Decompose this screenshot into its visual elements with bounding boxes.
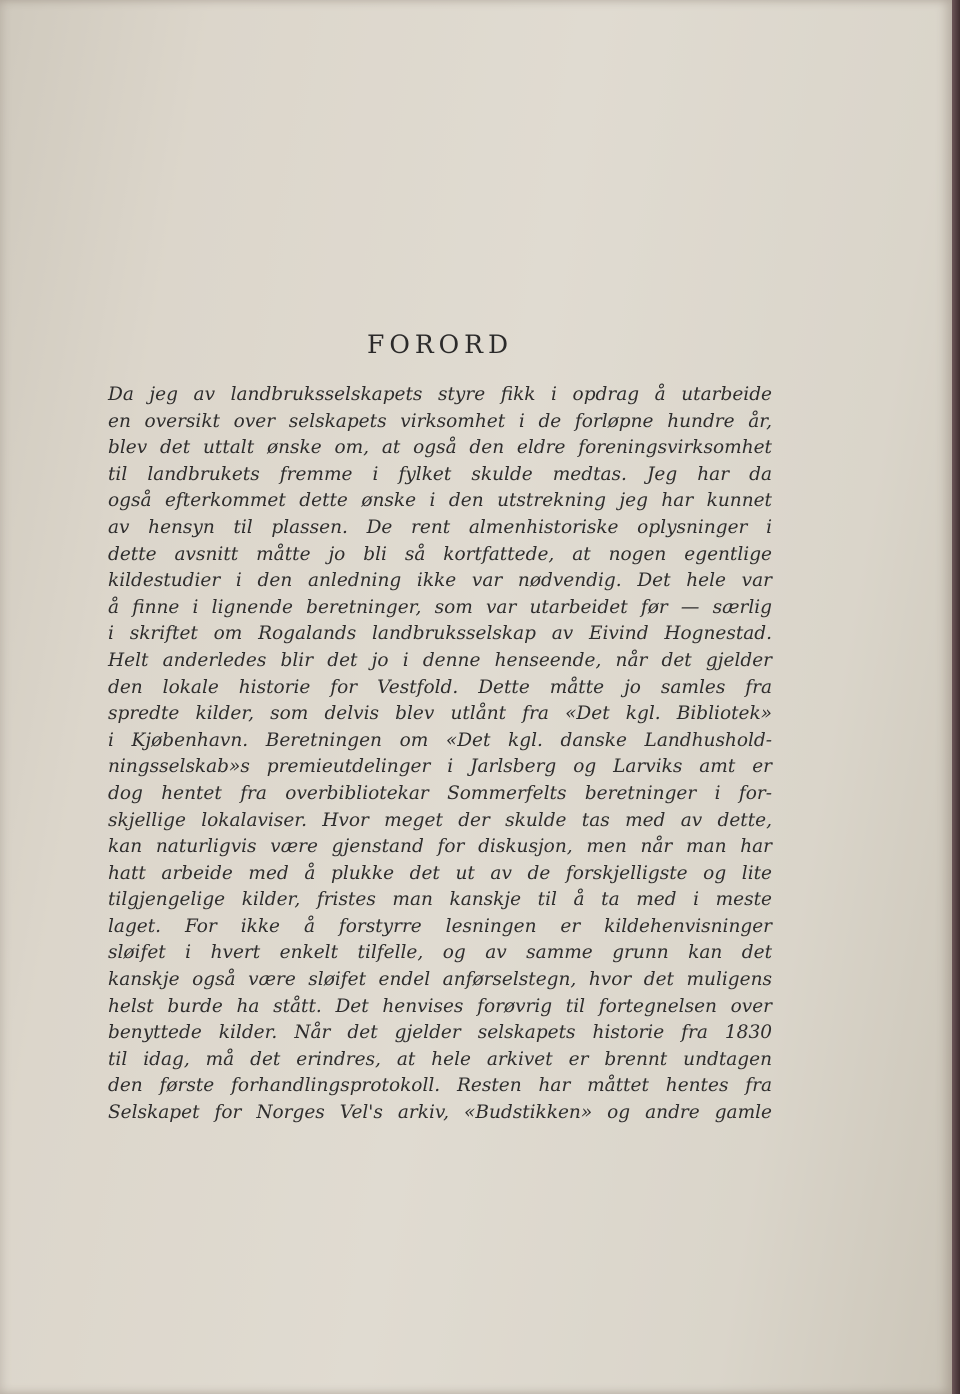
text-line: skjellige lokalaviser. Hvor meget der skulde tas med av dette, (108, 809, 772, 831)
text-line: også efterkommet dette ønske i den utstrekning jeg har kunnet (108, 490, 772, 512)
text-line: dette avsnitt måtte jo bli så kortfattede, at nogen egentlige (108, 543, 772, 565)
text-line: laget. For ikke å forstyrre lesningen er kildehenvisninger (108, 915, 772, 937)
page-edge (952, 0, 960, 1394)
text-line: til idag, må det erindres, at hele arkivet er brennt undtagen (108, 1048, 772, 1070)
text-line: til landbrukets fremme i fylket skulde medtas. Jeg har da (108, 463, 772, 485)
text-line: den første forhandlingsprotokoll. Resten har måttet hentes fra (108, 1075, 772, 1097)
text-line: i Kjøbenhavn. Beretningen om «Det kgl. danske Landhushold- (108, 729, 772, 751)
text-line: sløifet i hvert enkelt tilfelle, og av samme grunn kan det (108, 942, 772, 964)
text-line: blev det uttalt ønske om, at også den eldre foreningsvirksomhet (108, 437, 772, 459)
text-line: spredte kilder, som delvis blev utlånt fra «Det kgl. Bibliotek» (108, 703, 772, 725)
text-line: en oversikt over selskapets virksomhet i de forløpne hundre år, (108, 410, 772, 432)
foreword-text (108, 382, 772, 1127)
text-line: kildestudier i den anledning ikke var nødvendig. Det hele var (108, 570, 772, 592)
text-line: kan naturligvis være gjenstand for diskusjon, men når man har (108, 836, 772, 858)
text-line: av hensyn til plassen. De rent almenhistoriske oplysninger i (108, 516, 772, 538)
text-line: Selskapet for Norges Vel's arkiv, «Budstikken» og andre gamle (108, 1102, 772, 1124)
text-line: å finne i lignende beretninger, som var utarbeidet før — særlig (108, 596, 772, 618)
text-line: tilgjengelige kilder, fristes man kanskje til å ta med i meste (108, 889, 772, 911)
text-line: Da jeg av landbruksselskapets styre fikk i opdrag å utarbeide (108, 384, 772, 405)
text-line: Helt anderledes blir det jo i denne henseende, når det gjelder (108, 649, 772, 671)
text-line: ningsselskab»s premieutdelinger i Jarlsberg og Larviks amt er (108, 756, 772, 778)
text-line: dog hentet fra overbibliotekar Sommerfelts beretninger i for- (108, 782, 772, 804)
text-line: i skriftet om Rogalands landbruksselskap av Eivind Hognestad. (108, 623, 772, 645)
text-line: den lokale historie for Vestfold. Dette måtte jo samles fra (108, 676, 772, 698)
text-line: helst burde ha stått. Det henvises forøvrig til fortegnelsen over (108, 995, 772, 1017)
text-line: kanskje også være sløifet endel anførselstegn, hvor det muligens (108, 969, 772, 991)
text-line: hatt arbeide med å plukke det ut av de forskjelligste og lite (108, 862, 772, 884)
page-title: FORORD (366, 330, 514, 359)
text-line: benyttede kilder. Når det gjelder selskapets historie fra 1830 (108, 1022, 772, 1044)
